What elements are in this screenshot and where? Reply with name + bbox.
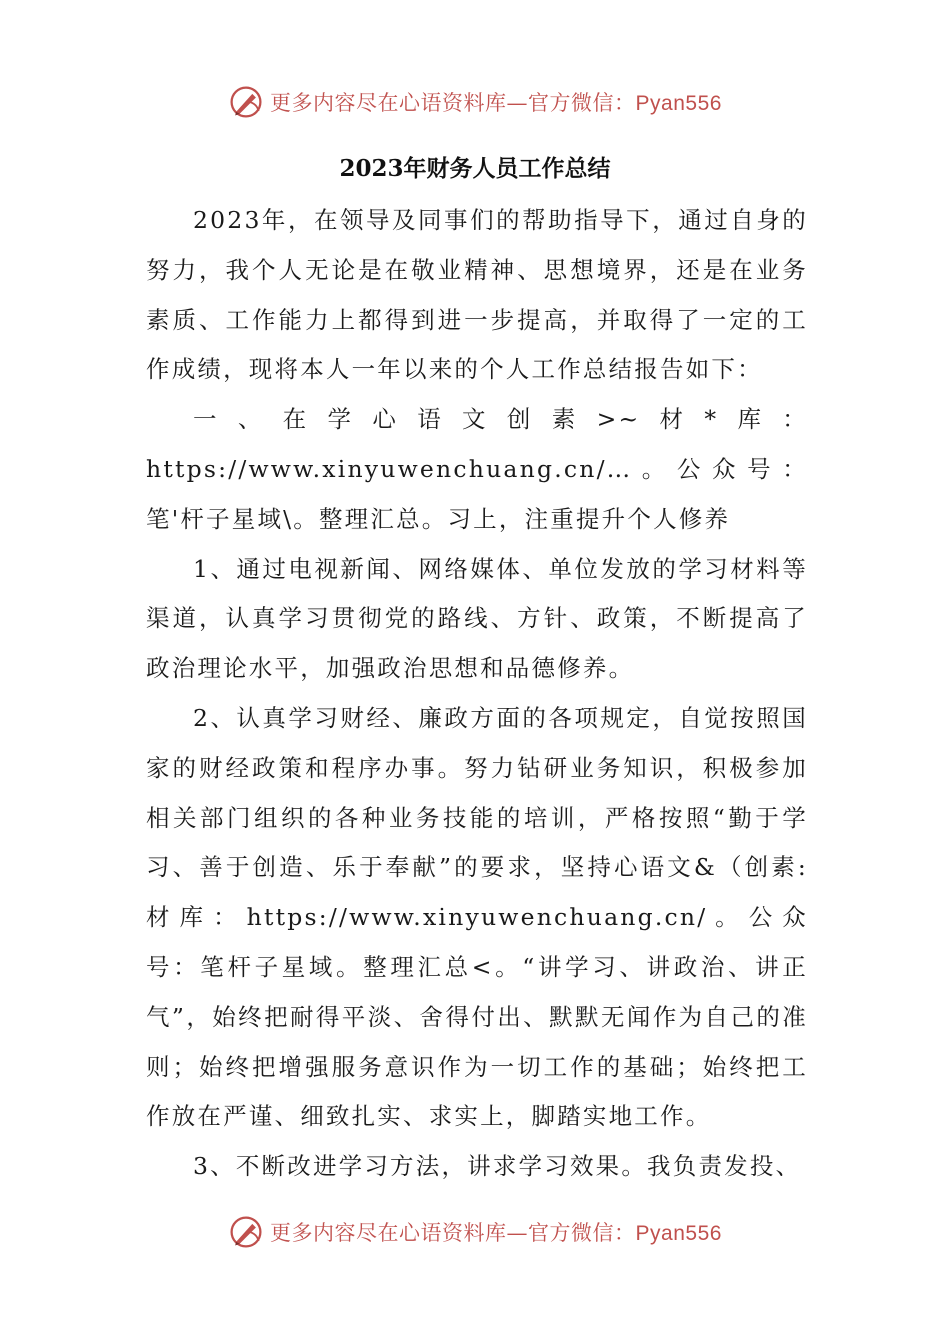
paragraph-item-1: 1、通过电视新闻、网络媒体、单位发放的学习材料等渠道，认真学习贯彻党的路线、方针、政策，不断提高了政治理论水平，加强政治思想和品德修养。: [146, 554, 808, 683]
header-banner: [0, 80, 950, 124]
pen-logo-icon: [228, 84, 264, 120]
footer-banner: [0, 1210, 950, 1254]
wechat-id: Pyan556: [635, 1222, 722, 1245]
banner-text: 更多内容尽在心语资料库—官方微信：Pyan556: [270, 1221, 722, 1245]
pen-logo-icon: [228, 1214, 264, 1250]
paragraph-intro: 2023年，在领导及同事们的帮助指导下，通过自身的努力，我个人无论是在敬业精神、思想境界，还是在业务素质、工作能力上都得到进一步提高，并取得了一定的工作成绩，现将本人一年以来的个人工作总结报告如下：: [146, 206, 808, 384]
paragraph-item-3: 3、不断改进学习方法，讲求学习效果。我负责发投、: [193, 1152, 802, 1181]
document-title: 2023年财务人员工作总结: [339, 155, 611, 182]
wechat-id: Pyan556: [635, 92, 722, 115]
paragraph-section-one: 一、在学心语文创素>~材*库：https://www.xinyuwenchuang.cn/…。公众号：笔'杆子星域\。整理汇总。习上，注重提升个人修养: [146, 405, 808, 533]
document-body: [146, 196, 808, 1192]
banner-text: 更多内容尽在心语资料库—官方微信：Pyan556: [270, 91, 722, 115]
paragraph-item-2: 2、认真学习财经、廉政方面的各项规定，自觉按照国家的财经政策和程序办事。努力钻研业务知识，积极参加相关部门组织的各种业务技能的培训，严格按照“勤于学习、善于创造、乐于奉献”的要求，坚持心语文&（创素:材库：https://www.xinyuwenchuang.cn/。公众号：笔杆子星域。整理汇总<。“讲学习、讲政治、讲正气”，始终把耐得平淡、舍得付出、默默无闻作为自己的准则；始终把增强服务意识作为一切工作的基础；始终把工作放在严谨、细致扎实、求实上，脚踏实地工作。: [146, 703, 808, 1131]
